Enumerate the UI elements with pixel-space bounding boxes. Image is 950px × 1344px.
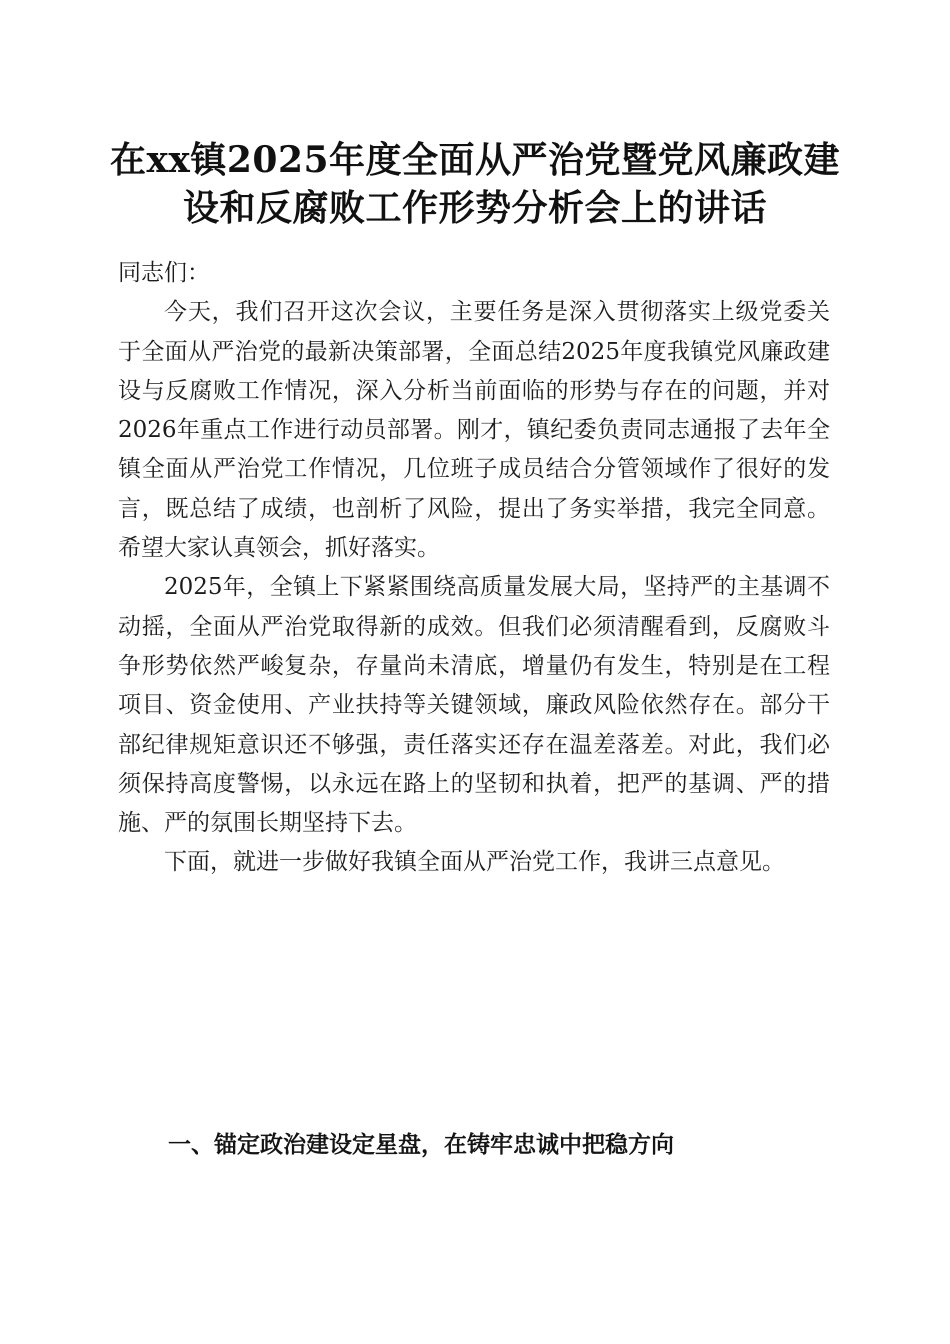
document-title	[100, 136, 850, 232]
title-line-1: 在xx镇2025年度全面从严治党暨党风廉政建	[109, 139, 841, 181]
salutation: 同志们：	[118, 260, 210, 286]
paragraph-situation: 2025年，全镇上下紧紧围绕高质量发展大局，坚持严的主基调不动摇，全面从严治党取得新的成效。但我们必须清醒看到，反腐败斗争形势依然严峻复杂，存量尚未清底，增量仍有发生，特别是在工程项目、资金使用、产业扶持等关键领域，廉政风险依然存在。部分干部纪律规矩意识还不够强，责任落实还存在温差落差。对此，我们必须保持高度警惕，以永远在路上的坚韧和执着，把严的基调、严的措施、严的氛围长期坚持下去。	[118, 574, 830, 837]
document-body	[118, 254, 830, 883]
title-line-2: 设和反腐败工作形势分析会上的讲话	[182, 187, 767, 229]
paragraph-transition: 下面，就进一步做好我镇全面从严治党工作，我讲三点意见。	[164, 849, 785, 876]
paragraph-opening: 今天，我们召开这次会议，主要任务是深入贯彻落实上级党委关于全面从严治党的最新决策部署，全面总结2025年度我镇党风廉政建设与反腐败工作情况，深入分析当前面临的形势与存在的问题，并对2026年重点工作进行动员部署。刚才，镇纪委负责同志通报了去年全镇全面从严治党工作情况，几位班子成员结合分管领域作了很好的发言，既总结了成绩，也剖析了风险，提出了务实举措，我完全同意。希望大家认真领会，抓好落实。	[118, 299, 830, 562]
section-heading-1: 一、锚定政治建设定星盘，在铸牢忠诚中把稳方向	[168, 1132, 674, 1158]
